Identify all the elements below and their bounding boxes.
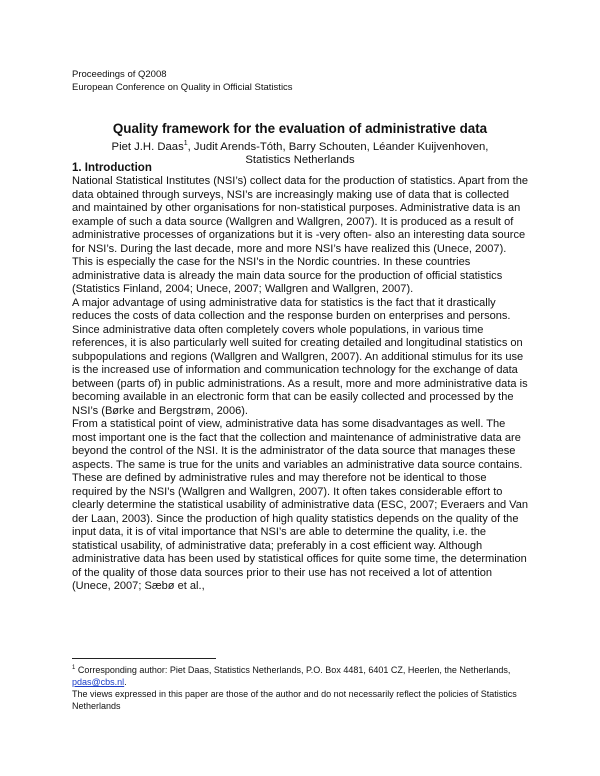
paragraph-3: From a statistical point of view, administrative data has some disadvantages as well. The most important one is the fact that the collection and maintenance of administrative data are beyond the control of the NSI. It is the administrator of the data source that manages these aspects. The same is true for the units and variables an administrative data source contains. These are defined by administrative rules and may therefore not be identical to those required by the NSI’s (Wallgren and Wallgren, 2007). It often takes considerable effort to clearly determine the statistical usability of administrative data (ESC, 2007; Everaers and Van der Laan, 2003). Since the production of high quality statistics depends on the quality of the input data, it is of vital importance that NSI’s are able to determine the quality, i.e. the statistical usability, of administrative data; preferably in a cost efficient way. Although administrative data has been used by statistical offices for quite some time, the determination of the quality of those data sources prior to their use has not received a lot of attention (Unece, 2007; Sæbø et al., xyxy=(72,418,529,592)
first-author: Piet J.H. Daas xyxy=(111,140,184,153)
footnote-number: 1 xyxy=(72,665,76,671)
author-list xyxy=(72,137,528,154)
other-authors: , Judit Arends-Tóth, Barry Schouten, Léander Kuijvenhoven, xyxy=(187,140,489,153)
proceedings-title: Proceedings of Q2008 xyxy=(72,69,167,80)
body-text xyxy=(72,161,530,594)
footnote-divider xyxy=(72,658,216,659)
disclaimer: The views expressed in this paper are those of the author and do not necessarily reflect the policies of Statistics Netherlands xyxy=(72,689,517,711)
proceedings-header xyxy=(72,69,293,94)
footnote-period: . xyxy=(124,677,127,687)
paragraph-2: A major advantage of using administrative data for statistics is the fact that it drastically reduces the costs of data collection and the response burden on enterprises and persons. Since administrative data often completely covers whole populations, in various time references, it is also particularly well suited for creating detailed and longitudinal statistics on subpopulations and regions (Wallgren and Wallgren, 2007). An additional stimulus for its use is the increased use of information and communication technology for the exchange of data between (parts of) in public administrations. As a result, more and more administrative data is becoming available in an electronic form that can be easily collected and processed by the NSI’s (Børke and Bergstrøm, 2006). xyxy=(72,296,528,417)
paragraph-1: National Statistical Institutes (NSI’s) collect data for the production of statistics. Apart from the data obtained through surveys, NSI’s are increasingly making use of data that is collected and maintained by other organisations for non-statistical purposes. Administrative data is an example of such a data source (Wallgren and Wallgren, 2007). It is produced as a result of administrative processes of organizations but it is -very often- also an interesting data source for NSI’s. During the last decade, more and more NSI’s have realized this (Unece, 2007). This is especially the case for the NSI’s in the Nordic countries. In these countries administrative data is already the main data source for the production of official statistics (Statistics Finland, 2004; Unece, 2007; Wallgren and Wallgren, 2007). xyxy=(72,175,528,295)
paper-title: Quality framework for the evaluation of administrative data xyxy=(112,121,488,136)
email-link[interactable]: pdas@cbs.nl xyxy=(72,677,125,687)
conference-name: European Conference on Quality in Official Statistics xyxy=(72,81,293,93)
footnote-marker[interactable]: 1 xyxy=(183,140,188,147)
footnote-text: Corresponding author: Piet Daas, Statistics Netherlands, P.O. Box 4481, 6401 CZ, Heerlen, the Netherlands, xyxy=(75,665,511,675)
footnotes xyxy=(72,662,532,712)
section-heading: 1. Introduction xyxy=(72,162,152,174)
affiliation: Statistics Netherlands xyxy=(245,154,355,167)
footnote-1 xyxy=(72,662,532,688)
